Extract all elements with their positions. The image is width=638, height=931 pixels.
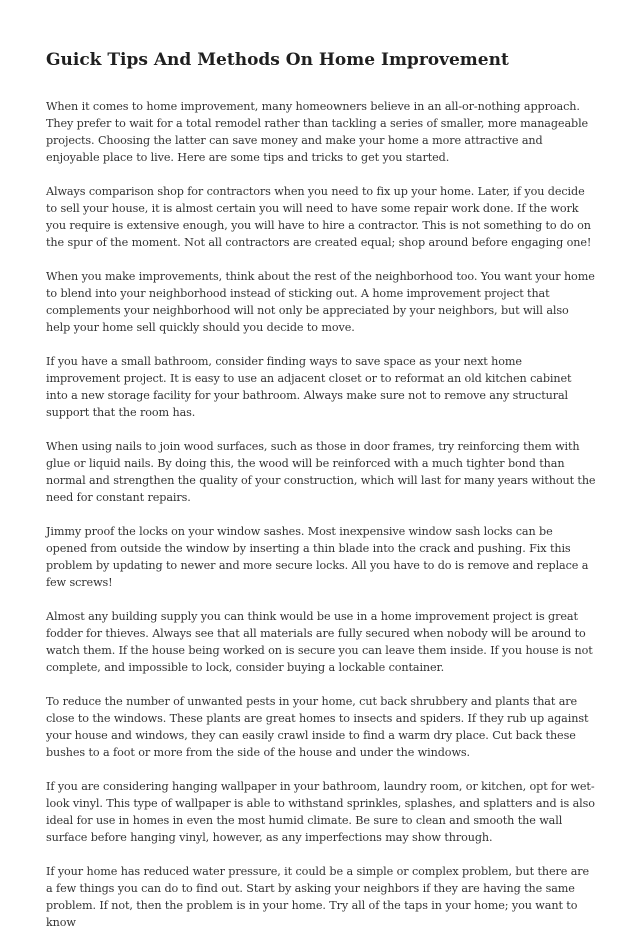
document-body [46,98,596,931]
paragraph-building-supplies: Almost any building supply you can think would be use in a home improvement project is great fodder for thieves. Always see that all materials are fully secured when nobody will be around to watch them. If the house being worked on is secure you can leave them inside. If you house is not complete, and impossible to lock, consider buying a lockable container. [46,610,593,674]
paragraph-pests: To reduce the number of unwanted pests in your home, cut back shrubbery and plants that are close to the windows. These plants are great homes to insects and spiders. If they rub up against your house and windows, they can easily crawl inside to find a warm dry place. Cut back these bushes to a foot or more from the side of the house and under the windows. [46,695,589,759]
paragraph-nails-glue: When using nails to join wood surfaces, such as those in door frames, try reinforcing them with glue or liquid nails. By doing this, the wood will be reinforced with a much tighter bond than normal and strengthen the quality of your construction, which will last for many years without the need for constant repairs. [46,440,596,504]
document-title: Guick Tips And Methods On Home Improvement [46,50,509,70]
paragraph-wallpaper: If you are considering hanging wallpaper in your bathroom, laundry room, or kitchen, opt for wet-look vinyl. This type of wallpaper is able to withstand sprinkles, splashes, and splatters and is also ideal for use in homes in even the most humid climate. Be sure to clean and smooth the wall surface before hanging vinyl, however, as any imperfections may show through. [46,780,595,844]
paragraph-window-locks: Jimmy proof the locks on your window sashes. Most inexpensive window sash locks can be opened from outside the window by inserting a thin blade into the crack and pushing. Fix this problem by updating to newer and more secure locks. All you have to do is remove and replace a few screws! [46,525,589,589]
paragraph-water-pressure: If your home has reduced water pressure, it could be a simple or complex problem, but there are a few things you can do to find out. Start by asking your neighbors if they are having the same problem. If not, then the problem is in your home. Try all of the taps in your home; you want to know [46,865,590,929]
paragraph-bathroom-space: If you have a small bathroom, consider finding ways to save space as your next home improvement project. It is easy to use an adjacent closet or to reformat an old kitchen cabinet into a new storage facility for your bathroom. Always make sure not to remove any structural support that the room has. [46,355,572,419]
paragraph-intro: When it comes to home improvement, many homeowners believe in an all-or-nothing approach. They prefer to wait for a total remodel rather than tackling a series of smaller, more manageable projects. Choosing the latter can save money and make your home a more attractive and enjoyable place to live. Here are some tips and tricks to get you started. [46,100,589,164]
paragraph-neighborhood: When you make improvements, think about the rest of the neighborhood too. You want your home to blend into your neighborhood instead of sticking out. A home improvement project that complements your neighborhood will not only be appreciated by your neighbors, but will also help your home sell quickly should you decide to move. [46,270,595,334]
paragraph-contractors: Always comparison shop for contractors when you need to fix up your home. Later, if you decide to sell your house, it is almost certain you will need to have some repair work done. If the work you require is extensive enough, you will have to hire a contractor. This is not something to do on the spur of the moment. Not all contractors are created equal; shop around before engaging one! [46,185,592,249]
